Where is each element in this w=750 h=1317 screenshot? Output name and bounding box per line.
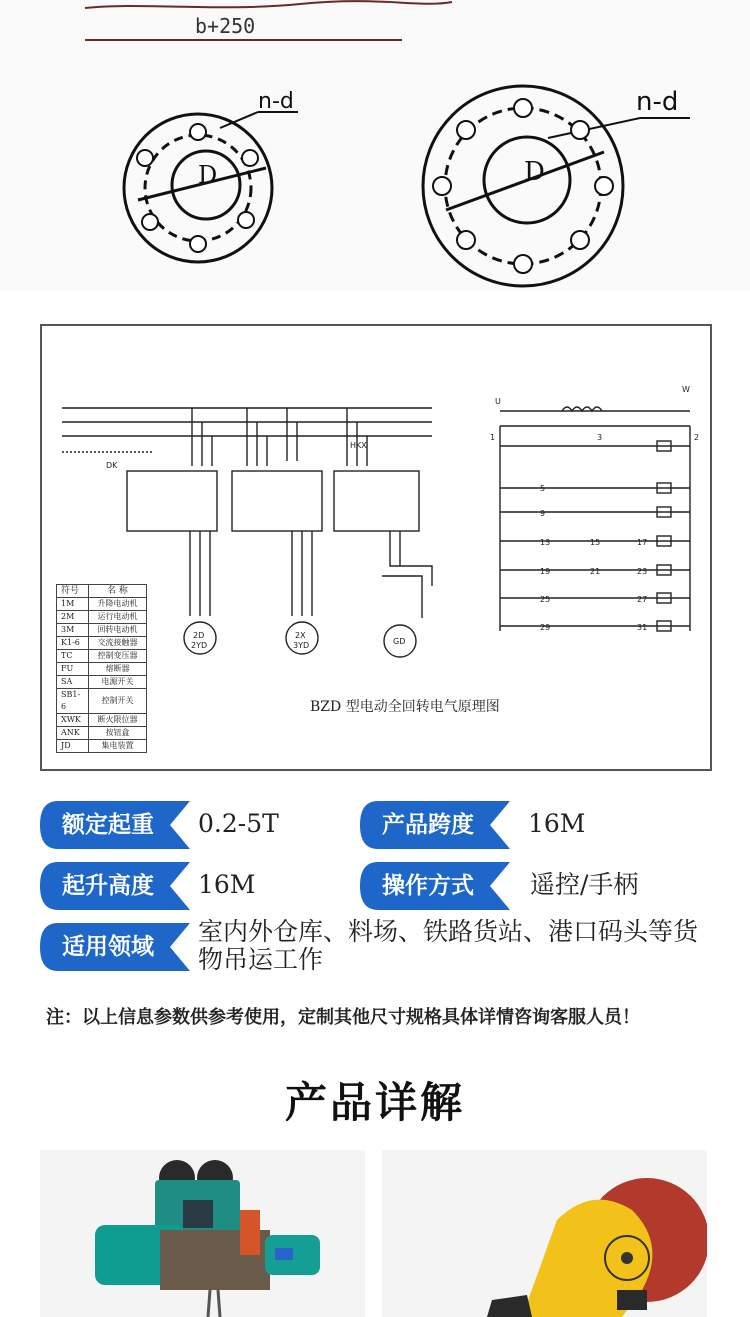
legend-symbol: 3M (57, 624, 89, 637)
label-w: W (682, 385, 690, 394)
flange-drawing (0, 0, 750, 290)
legend-name: 电源开关 (89, 676, 147, 689)
legend-symbol: 1M (57, 598, 89, 611)
hoist-icon (40, 1150, 365, 1317)
left-nd-label: n-d (258, 89, 294, 114)
table-row (57, 624, 147, 637)
application-label: 适用领域 (62, 934, 154, 960)
label-dk: DK (106, 461, 118, 470)
rated-load-label: 额定起重 (62, 812, 154, 838)
symbol-legend-table (56, 584, 147, 753)
right-d-label: D (524, 157, 545, 187)
legend-symbol: TC (57, 650, 89, 663)
label-u: U (495, 397, 501, 406)
label-row: 29 (540, 623, 551, 632)
circuit-caption: BZD 型电动全回转电气原理图 (310, 699, 500, 715)
legend-header-symbol: 符号 (57, 585, 89, 598)
legend-name: 回转电动机 (89, 624, 147, 637)
label-motor3: GD (393, 637, 406, 646)
lift-height-value: 16M (198, 870, 256, 899)
operation-value: 遥控/手柄 (530, 870, 639, 899)
application-badge (40, 923, 190, 971)
disclaimer-note: 注：以上信息参数供参考使用，定制其他尺寸规格具体详情咨询客服人员！ (46, 1007, 640, 1028)
label-row: 25 (540, 595, 551, 604)
application-value: 室内外仓库、料场、铁路货站、港口码头等货物吊运工作 (198, 917, 699, 974)
span-value: 16M (528, 809, 586, 838)
table-row (57, 637, 147, 650)
operation-label: 操作方式 (382, 873, 474, 899)
operation-badge (360, 862, 510, 910)
label-row: 13 (540, 538, 551, 547)
label-motor2: 2X (295, 631, 306, 640)
label-row: 15 (590, 538, 601, 547)
table-row (57, 663, 147, 676)
label-row: 31 (637, 623, 648, 632)
legend-symbol: FU (57, 663, 89, 676)
legend-symbol: K1-6 (57, 637, 89, 650)
label-row: 5 (540, 484, 546, 493)
legend-name: 熔断器 (89, 663, 147, 676)
legend-name: 交流接触器 (89, 637, 147, 650)
label-n3: 3 (597, 433, 603, 442)
lift-height-badge (40, 862, 190, 910)
label-row: 23 (637, 567, 648, 576)
legend-header-name: 名 称 (89, 585, 147, 598)
section-title: 产品详解 (284, 1078, 465, 1127)
legend-symbol: 2M (57, 611, 89, 624)
dimension-label: b+250 (195, 14, 256, 38)
label-row: 17 (637, 538, 648, 547)
legend-name: 升降电动机 (89, 598, 147, 611)
label-hkx: HKX (350, 441, 367, 450)
flange-drawing-svg (0, 0, 750, 290)
label-row: 9 (540, 509, 546, 518)
legend-name: 集电装置 (89, 740, 147, 753)
table-row (57, 611, 147, 624)
label-row: 27 (637, 595, 648, 604)
table-row (57, 650, 147, 663)
table-row (57, 598, 147, 611)
gear-reducer-icon (382, 1150, 707, 1317)
legend-name: 按钮盒 (89, 727, 147, 740)
label-n2: 2 (694, 433, 700, 442)
reducer-photo (382, 1150, 707, 1317)
label-row: 21 (590, 567, 601, 576)
lift-height-label: 起升高度 (62, 873, 154, 899)
table-row (57, 714, 147, 727)
legend-name: 控制开关 (89, 689, 147, 714)
legend-symbol: XWK (57, 714, 89, 727)
table-row (57, 676, 147, 689)
hoist-photo (40, 1150, 365, 1317)
table-row (57, 740, 147, 753)
legend-name: 控制变压器 (89, 650, 147, 663)
rated-load-value: 0.2-5T (198, 809, 279, 838)
label-motor1b: 2YD (191, 641, 208, 650)
legend-name: 断火限位器 (89, 714, 147, 727)
circuit-diagram (40, 324, 712, 771)
legend-symbol: SB1-6 (57, 689, 89, 714)
span-badge (360, 801, 510, 849)
span-label: 产品跨度 (382, 812, 474, 838)
label-motor2b: 3YD (293, 641, 310, 650)
left-d-label: D (198, 161, 218, 189)
table-row (57, 727, 147, 740)
label-n1: 1 (490, 433, 496, 442)
table-row (57, 689, 147, 714)
right-nd-label: n-d (636, 87, 679, 117)
rated-load-badge (40, 801, 190, 849)
legend-symbol: SA (57, 676, 89, 689)
label-row: 19 (540, 567, 551, 576)
legend-symbol: ANK (57, 727, 89, 740)
legend-symbol: JD (57, 740, 89, 753)
legend-name: 运行电动机 (89, 611, 147, 624)
label-motor1: 2D (193, 631, 205, 640)
